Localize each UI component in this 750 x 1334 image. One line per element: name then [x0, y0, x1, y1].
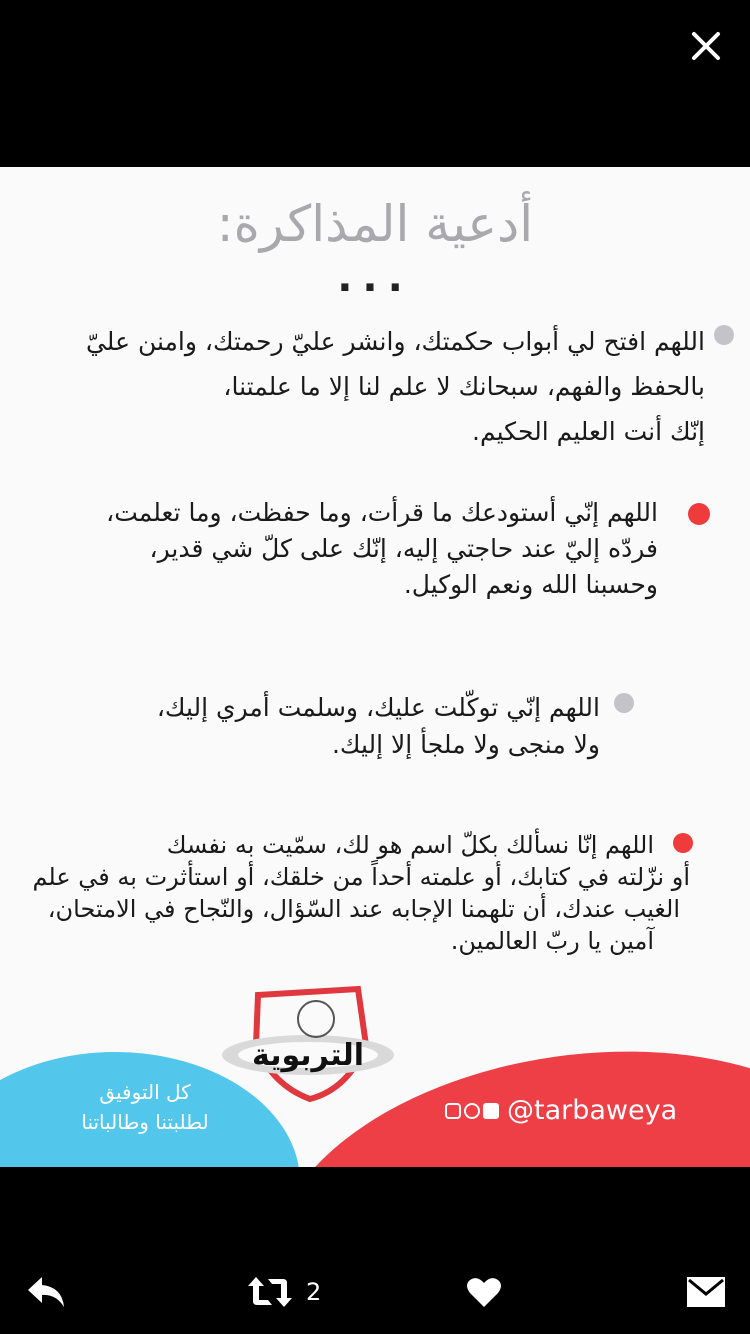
slogan-line: كل التوفيق — [99, 1080, 191, 1104]
title-dots: ... — [337, 255, 413, 301]
poster-image — [0, 167, 750, 1167]
prayer-3 — [157, 689, 600, 763]
prayer-1 — [86, 319, 705, 454]
prayer-2 — [106, 495, 658, 603]
prayer-line: أو نزّلته في كتابك، أو علمته أحداً من خلقك، أو استأثرت به في علم — [32, 863, 690, 891]
retweet-button[interactable] — [246, 1272, 321, 1312]
heart-icon — [466, 1276, 502, 1308]
prayer-line: إنّك أنت العليم الحكيم. — [472, 417, 705, 446]
prayer-line: وحسبنا الله ونعم الوكيل. — [403, 570, 658, 599]
bullet-red-icon — [688, 503, 710, 525]
bullet-gray-icon — [714, 325, 734, 345]
logo-text: التربوية — [252, 1038, 364, 1073]
tweet-actions-toolbar — [0, 1250, 750, 1334]
direct-message-button[interactable] — [686, 1272, 726, 1312]
prayer-line: اللهم إنّي توكّلت عليك، وسلمت أمري إليك، — [156, 693, 600, 722]
bullet-gray-icon — [614, 693, 634, 713]
reply-icon — [26, 1275, 66, 1309]
social-handle — [445, 1095, 677, 1126]
slogan-line: لطلبتنا وطالباتنا — [81, 1110, 209, 1134]
prayer-line: اللهم إنّا نسألك بكلّ اسم هو لك، سمّيت به نفسك — [166, 831, 654, 859]
retweet-icon — [246, 1275, 294, 1309]
retweet-count: 2 — [306, 1278, 322, 1306]
prayer-line: آمين يا ربّ العالمين. — [450, 927, 654, 955]
prayer-line: بالحفظ والفهم، سبحانك لا علم لنا إلا ما علمتنا، — [223, 372, 705, 401]
like-button[interactable] — [466, 1272, 502, 1312]
bullet-red-icon — [673, 833, 693, 853]
prayer-line: ولا منجى ولا ملجأ إلا إليك. — [331, 730, 600, 759]
prayer-line: اللهم افتح لي أبواب حكمتك، وانشر عليّ رحمتك، وامنن عليّ — [85, 327, 705, 356]
envelope-icon — [686, 1276, 726, 1308]
twitter-icon — [483, 1103, 499, 1119]
prayer-line: اللهم إنّي أستودعك ما قرأت، وما حفظت، وما تعلمت، — [106, 498, 658, 527]
social-icons — [445, 1103, 499, 1119]
prayer-line: فردّه إليّ عند حاجتي إليه، إنّك على كلّ شي قدير، — [149, 534, 658, 563]
slogan — [40, 1077, 250, 1137]
prayer-line: الغيب عندك، أن تلهمنا الإجابه عند السّؤال، والنّجاح في الامتحان، — [47, 895, 680, 923]
reply-button[interactable] — [26, 1272, 66, 1312]
handle-text: @tarbaweya — [507, 1095, 678, 1126]
close-button[interactable] — [686, 26, 726, 66]
whatsapp-icon — [464, 1103, 480, 1119]
poster-title: أدعية المذاكرة: — [216, 195, 534, 253]
instagram-icon — [445, 1103, 461, 1119]
prayer-4 — [0, 829, 690, 957]
